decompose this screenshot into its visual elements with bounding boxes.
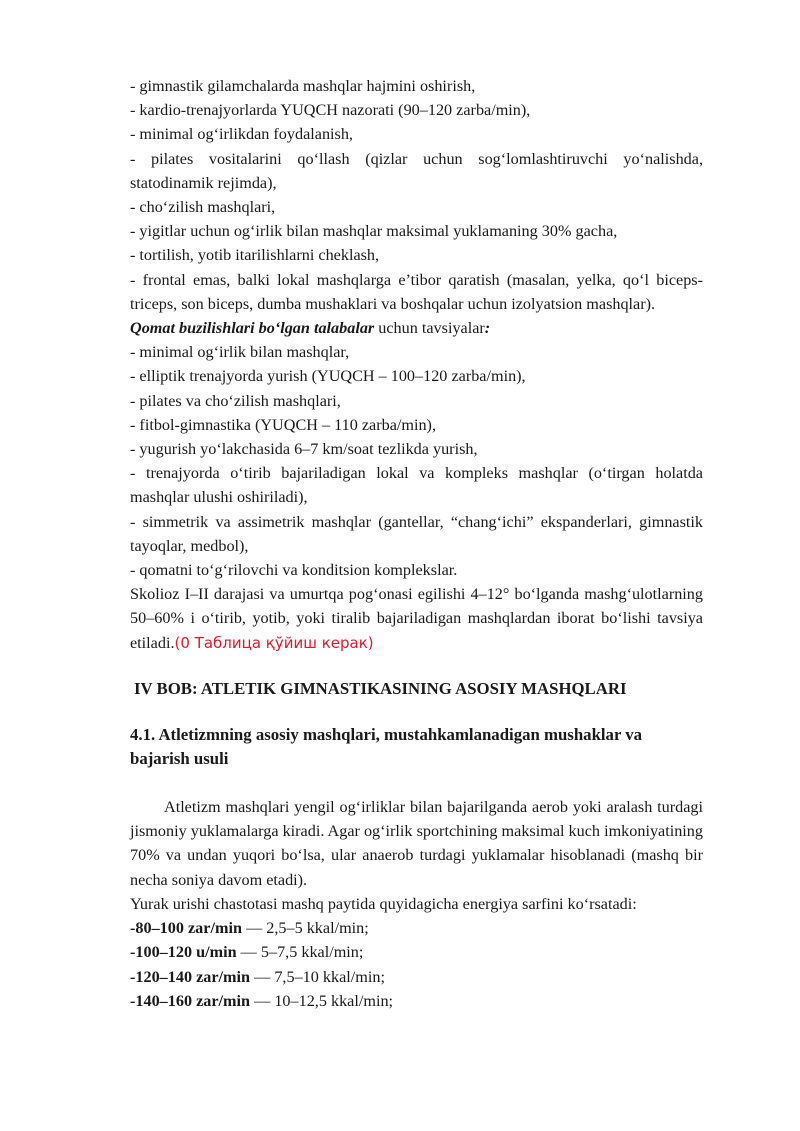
rate-value: — 2,5–5 kkal/min; bbox=[241, 919, 369, 938]
list-item: - yugurish yo‘lakchasida 6–7 km/soat tezlikda yurish, bbox=[130, 440, 478, 459]
list-item: - minimal og‘irlik bilan mashqlar, bbox=[130, 343, 350, 362]
chapter-title: IV BOB: ATLETIK GIMNASTIKASINING ASOSIY MASHQLARI bbox=[134, 678, 627, 698]
rate-item bbox=[130, 965, 703, 989]
list-item: - cho‘zilish mashqlari, bbox=[130, 198, 276, 217]
posture-list bbox=[130, 340, 703, 582]
rate-value: — 5–7,5 kkal/min; bbox=[236, 943, 364, 962]
rate-label: -140–160 zar/min bbox=[130, 991, 251, 1010]
rate-label: -80–100 zar/min bbox=[130, 919, 242, 938]
rate-label: -100–120 u/min bbox=[130, 943, 237, 962]
rate-label: -120–140 zar/min bbox=[130, 967, 251, 986]
list-item: - kardio-trenajyorlarda YUQCH nazorati (90–120 zarba/min), bbox=[130, 101, 531, 120]
list-item: - gimnastik gilamchalarda mashqlar hajmini oshirish, bbox=[130, 77, 476, 95]
heart-rate-list bbox=[130, 916, 703, 1013]
list-item: - trenajyorda o‘tirib bajariladigan lokal va kompleks mashqlar (o‘tirgan holatda mashqlar ulushi oshiriladi), bbox=[130, 464, 703, 507]
document-page bbox=[130, 74, 703, 1013]
editor-note: (0 Таблица қўйиш керак) bbox=[174, 633, 374, 652]
list-item: - yigitlar uchun og‘irlik bilan mashqlar maksimal yuklamaning 30% gacha, bbox=[130, 222, 618, 241]
list-item: - frontal emas, balki lokal mashqlarga e’tibor qaratish (masalan, yelka, qo‘l biceps-triceps, son biceps, dumba mushaklari va boshqalar uchun izolyatsion mashqlar). bbox=[130, 270, 703, 313]
scoliosis-paragraph bbox=[130, 582, 703, 655]
recommendations-list bbox=[130, 74, 703, 316]
posture-heading-emphasis: Qomat buzilishlari bo‘lgan talabalar bbox=[130, 319, 375, 338]
posture-heading-colon: : bbox=[484, 319, 491, 338]
body-paragraph: Atletizm mashqlari yengil og‘irliklar bilan bajarilganda aerob yoki aralash turdagi jismoniy yuklamalarga kiradi. Agar og‘irlik sportchining maksimal kuch imkoniyatining 70% va undan yuqori bo‘lsa, ular anaerob turdagi yuklamalar hisoblanadi (mashq bir necha soniya davom etadi). bbox=[130, 798, 703, 889]
posture-heading bbox=[130, 316, 703, 340]
section-title: 4.1. Atletizmning asosiy mashqlari, mustahkamlanadigan mushaklar va bajarish usuli bbox=[130, 725, 643, 769]
list-item: - minimal og‘irlikdan foydalanish, bbox=[130, 125, 353, 144]
list-item: - pilates va cho‘zilish mashqlari, bbox=[130, 391, 341, 410]
list-item: - simmetrik va assimetrik mashqlar (gantellar, “chang‘ichi” ekspanderlari, gimnastik tayoqlar, medbol), bbox=[130, 512, 703, 555]
rate-item bbox=[130, 989, 703, 1013]
list-item: - qomatni to‘g‘rilovchi va konditsion komplekslar. bbox=[130, 561, 458, 580]
posture-heading-rest: uchun tavsiyalar bbox=[374, 319, 485, 338]
body-paragraph: Yurak urishi chastotasi mashq paytida quyidagicha energiya sarfini ko‘rsatadi: bbox=[130, 894, 637, 913]
rate-item bbox=[130, 940, 703, 964]
list-item: - pilates vositalarini qo‘llash (qizlar uchun sog‘lomlashtiruvchi yo‘nalishda, statodinamik rejimda), bbox=[130, 149, 703, 192]
list-item: - tortilish, yotib itarilishlarni cheklash, bbox=[130, 246, 380, 265]
rate-value: — 7,5–10 kkal/min; bbox=[250, 967, 385, 986]
list-item: - elliptik trenajyorda yurish (YUQCH – 100–120 zarba/min), bbox=[130, 367, 526, 386]
scoliosis-text: Skolioz I–II darajasi va umurtqa pog‘onasi egilishi 4–12° bo‘lganda mashg‘ulotlarning 50–60% i o‘tirib, yotib, yoki tiralib bajariladigan mashqlardan iborat bo‘lishi tavsiya etiladi. bbox=[130, 585, 703, 652]
list-item: - fitbol-gimnastika (YUQCH – 110 zarba/min), bbox=[130, 415, 436, 434]
rate-item bbox=[130, 916, 703, 940]
rate-value: — 10–12,5 kkal/min; bbox=[250, 991, 394, 1010]
